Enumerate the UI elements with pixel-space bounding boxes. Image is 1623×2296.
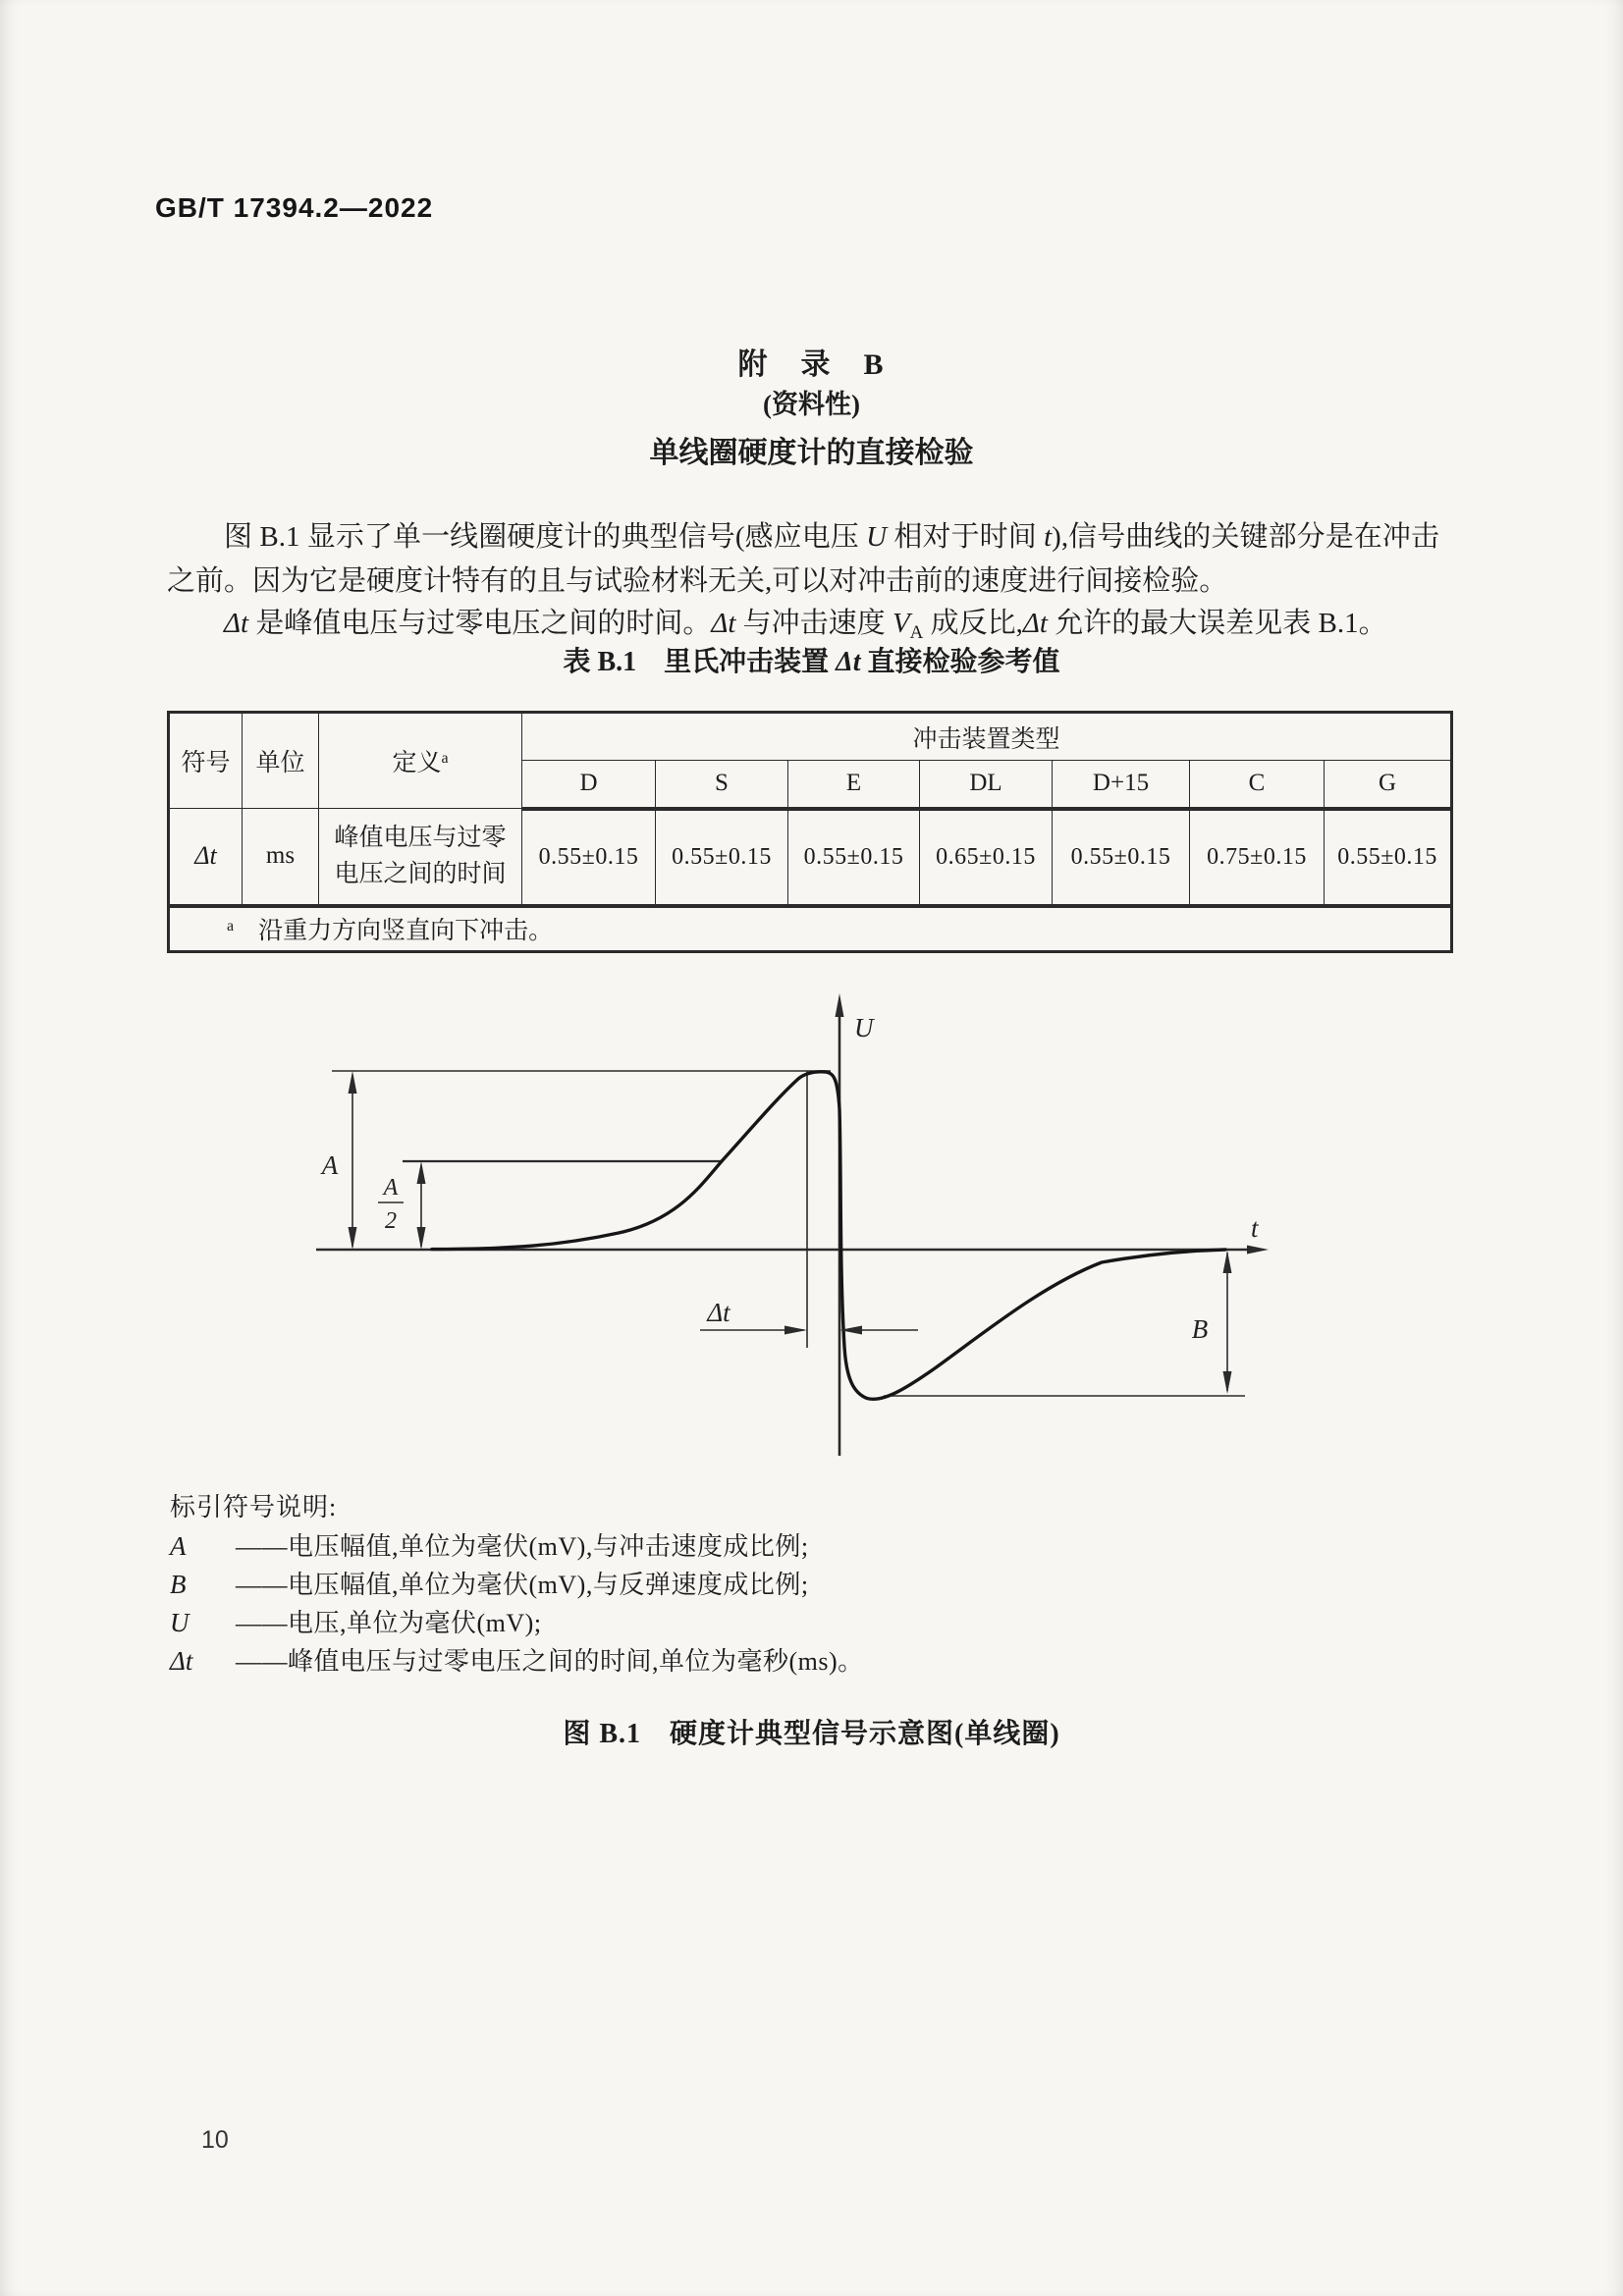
cell-value-DL: 0.65±0.15 <box>920 809 1053 906</box>
type-header-G: G <box>1325 761 1452 809</box>
amplitude-a-label: A <box>321 1150 339 1180</box>
symbol-delta-t: Δt <box>836 647 861 677</box>
table-caption <box>0 640 1623 679</box>
col-header-definition-text: 定义 <box>392 750 442 776</box>
cell-symbol: Δt <box>169 809 243 906</box>
legend-text: ——峰值电压与过零电压之间的时间,单位为毫秒(ms)。 <box>236 1647 864 1676</box>
table-header-row <box>169 713 1452 761</box>
a-half-denominator: 2 <box>385 1208 397 1234</box>
col-header-device-type: 冲击装置类型 <box>522 713 1452 761</box>
type-header-E: E <box>788 761 920 809</box>
cell-value-G: 0.55±0.15 <box>1325 809 1452 906</box>
symbol-delta-t: Δt <box>711 608 736 639</box>
cell-definition-line2: 电压之间的时间 <box>334 861 507 888</box>
type-header-S: S <box>656 761 788 809</box>
paragraph-2-text: 成反比, <box>923 608 1023 639</box>
legend-text: ——电压幅值,单位为毫伏(mV),与冲击速度成比例; <box>236 1532 809 1561</box>
symbol-delta-t: Δt <box>1022 608 1048 639</box>
u-axis-label: U <box>854 1013 874 1042</box>
b-arrow-top <box>1223 1251 1232 1273</box>
type-header-D: D <box>522 761 656 809</box>
t-axis-label: t <box>1251 1213 1259 1243</box>
paragraph-1-text: 图 B.1 显示了单一线圈硬度计的典型信号(感应电压 <box>224 521 867 553</box>
a-arrow-bottom <box>349 1227 357 1250</box>
legend-title: 标引符号说明: <box>170 1493 338 1522</box>
signal-figure <box>265 982 1306 1472</box>
symbol-delta-t: Δt <box>224 608 249 639</box>
paragraph-1-text: 相对于时间 <box>887 521 1045 553</box>
legend-text: ——电压幅值,单位为毫伏(mV),与反弹速度成比例; <box>236 1571 809 1599</box>
symbol-V-subscript: A <box>909 622 924 643</box>
a-half-numerator: A <box>383 1175 399 1201</box>
table-footnote-row <box>169 906 1452 952</box>
delta-t-label: Δt <box>707 1298 730 1327</box>
cell-value-C: 0.75±0.15 <box>1190 809 1325 906</box>
legend-symbol: B <box>170 1570 187 1599</box>
type-header-DL: DL <box>920 761 1053 809</box>
definition-footnote-marker: a <box>441 750 449 767</box>
legend-row-B <box>170 1566 1348 1604</box>
appendix-heading: 单线圈硬度计的直接检验 <box>649 437 974 469</box>
amplitude-b-label: B <box>1191 1314 1209 1344</box>
legend-row-dt <box>170 1642 1348 1681</box>
col-header-unit: 单位 <box>243 713 319 809</box>
appendix-subtitle: (资料性) <box>763 390 860 419</box>
a-half-arrow-bottom <box>417 1227 426 1250</box>
b-arrow-bottom <box>1223 1371 1232 1394</box>
table-data-row <box>169 809 1452 906</box>
page-number: 10 <box>201 2126 229 2154</box>
legend-row-A <box>170 1527 1348 1566</box>
legend-symbol: U <box>170 1608 189 1637</box>
t-axis-arrow <box>1247 1246 1269 1255</box>
dt-arrow-left <box>784 1326 807 1335</box>
signal-diagram-svg <box>265 982 1306 1472</box>
legend-text: ——电压,单位为毫伏(mV); <box>236 1609 542 1637</box>
table-footnote <box>169 906 1452 952</box>
cell-value-S: 0.55±0.15 <box>656 809 788 906</box>
figure-legend <box>170 1488 1348 1681</box>
col-header-symbol: 符号 <box>169 713 243 809</box>
symbol-U: U <box>866 521 888 553</box>
u-axis-arrow <box>836 993 844 1017</box>
symbol-t: t <box>1044 521 1053 553</box>
legend-symbol: Δt <box>170 1646 193 1676</box>
reference-table <box>167 711 1453 953</box>
cell-unit: ms <box>243 809 319 906</box>
paragraph-2-text: 允许的最大误差见表 B.1。 <box>1047 608 1387 639</box>
figure-caption: 图 B.1 硬度计典型信号示意图(单线圈) <box>563 1719 1060 1749</box>
paragraph-1-text: ),信号曲线的关键部分是在冲击之前。因为它是硬度计特有的且与试验材料无关,可以对冲击前的速度进行间接检验。 <box>167 521 1439 597</box>
table-caption-text: 直接检验参考值 <box>860 647 1060 677</box>
paragraph-2-text: 与冲击速度 <box>735 608 893 639</box>
a-arrow-top <box>349 1071 357 1094</box>
appendix-title: 附 录 B <box>737 348 886 381</box>
table-caption-text: 表 B.1 里氏冲击装置 <box>563 647 837 677</box>
footnote-marker: a <box>227 918 235 935</box>
legend-symbol: A <box>170 1531 187 1561</box>
cell-value-D15: 0.55±0.15 <box>1053 809 1190 906</box>
cell-value-E: 0.55±0.15 <box>788 809 920 906</box>
legend-row-U <box>170 1604 1348 1642</box>
col-header-definition <box>319 713 522 809</box>
cell-value-D: 0.55±0.15 <box>522 809 656 906</box>
doc-code: GB/T 17394.2—2022 <box>155 192 434 223</box>
a-half-arrow-top <box>417 1161 426 1184</box>
footnote-text: 沿重力方向竖直向下冲击。 <box>234 918 554 945</box>
signal-curve <box>432 1072 1225 1400</box>
paragraph-2-text: 是峰值电压与过零电压之间的时间。 <box>248 608 712 639</box>
cell-definition <box>319 809 522 906</box>
cell-definition-line1: 峰值电压与过零 <box>334 825 507 852</box>
type-header-C: C <box>1190 761 1325 809</box>
type-header-D15: D+15 <box>1053 761 1190 809</box>
paragraph-1 <box>167 515 1439 604</box>
symbol-V: V <box>892 608 910 639</box>
